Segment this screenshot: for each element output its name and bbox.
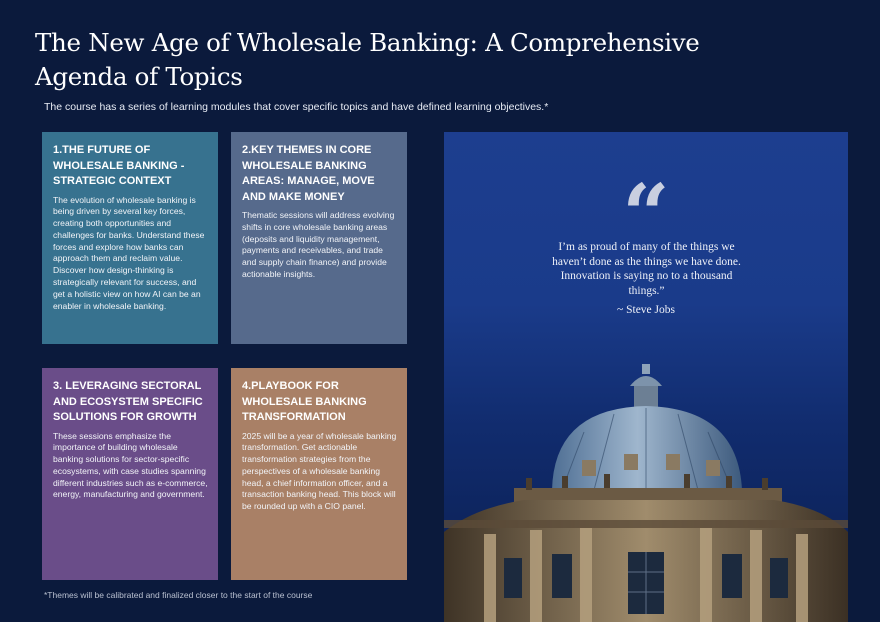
module-title: 2.KEY THEMES IN CORE WHOLESALE BANKING AREAS: MANAGE, MOVE AND MAKE MONEY <box>242 144 375 203</box>
module-card-2 <box>231 132 407 344</box>
module-description: The evolution of wholesale banking is being driven by several key forces, creating both opportunities and challenges for banks. Understand these forces and explore how banks can approach them and reclaim value. Discover how design-thinking is strategically relevant for success, and get a holistic view on how AI can be an enabler in wholesale banking. <box>53 194 205 311</box>
module-description: 2025 will be a year of wholesale banking transformation. Get actionable transformation strategies from the perspectives of a wholesale banking head, a chief information officer, and a transaction banking head. This block will be rounded up with a CIO panel. <box>242 430 397 512</box>
module-description: These sessions emphasize the importance of building wholesale banking solutions for sector-specific ecosystems, with case studies spanning different industries such as e-commerce, energy, manufacturing and government. <box>53 430 208 500</box>
module-description: Thematic sessions will address evolving shifts in core wholesale banking areas (deposits and liquidity management, payments and receivables, and trade and supply chain finance) and provide actionable insights. <box>242 210 395 279</box>
domed-building-image <box>444 362 848 622</box>
module-card-1 <box>42 132 218 344</box>
quotation-mark-icon: “ <box>622 167 670 263</box>
module-card-3 <box>42 368 218 580</box>
quote-text: I’m as proud of many of the things we haven’t done as the things we have done. Innovation is saying no to a thousand things.” <box>552 241 741 297</box>
page-title: The New Age of Wholesale Banking: A Comprehensive Agenda of Topics <box>35 28 700 91</box>
module-title: 3. LEVERAGING SECTORAL AND ECOSYSTEM SPECIFIC SOLUTIONS FOR GROWTH <box>53 380 203 423</box>
quote-panel <box>444 132 848 622</box>
module-title: 1.THE FUTURE OF WHOLESALE BANKING - STRATEGIC CONTEXT <box>53 144 185 187</box>
quote-author: ~ Steve Jobs <box>617 304 675 316</box>
page-subtitle: The course has a series of learning modules that cover specific topics and have defined learning objectives.* <box>44 101 549 113</box>
footnote: *Themes will be calibrated and finalized closer to the start of the course <box>44 590 313 600</box>
module-card-4 <box>231 368 407 580</box>
module-title: 4.PLAYBOOK FOR WHOLESALE BANKING TRANSFORMATION <box>242 380 367 423</box>
